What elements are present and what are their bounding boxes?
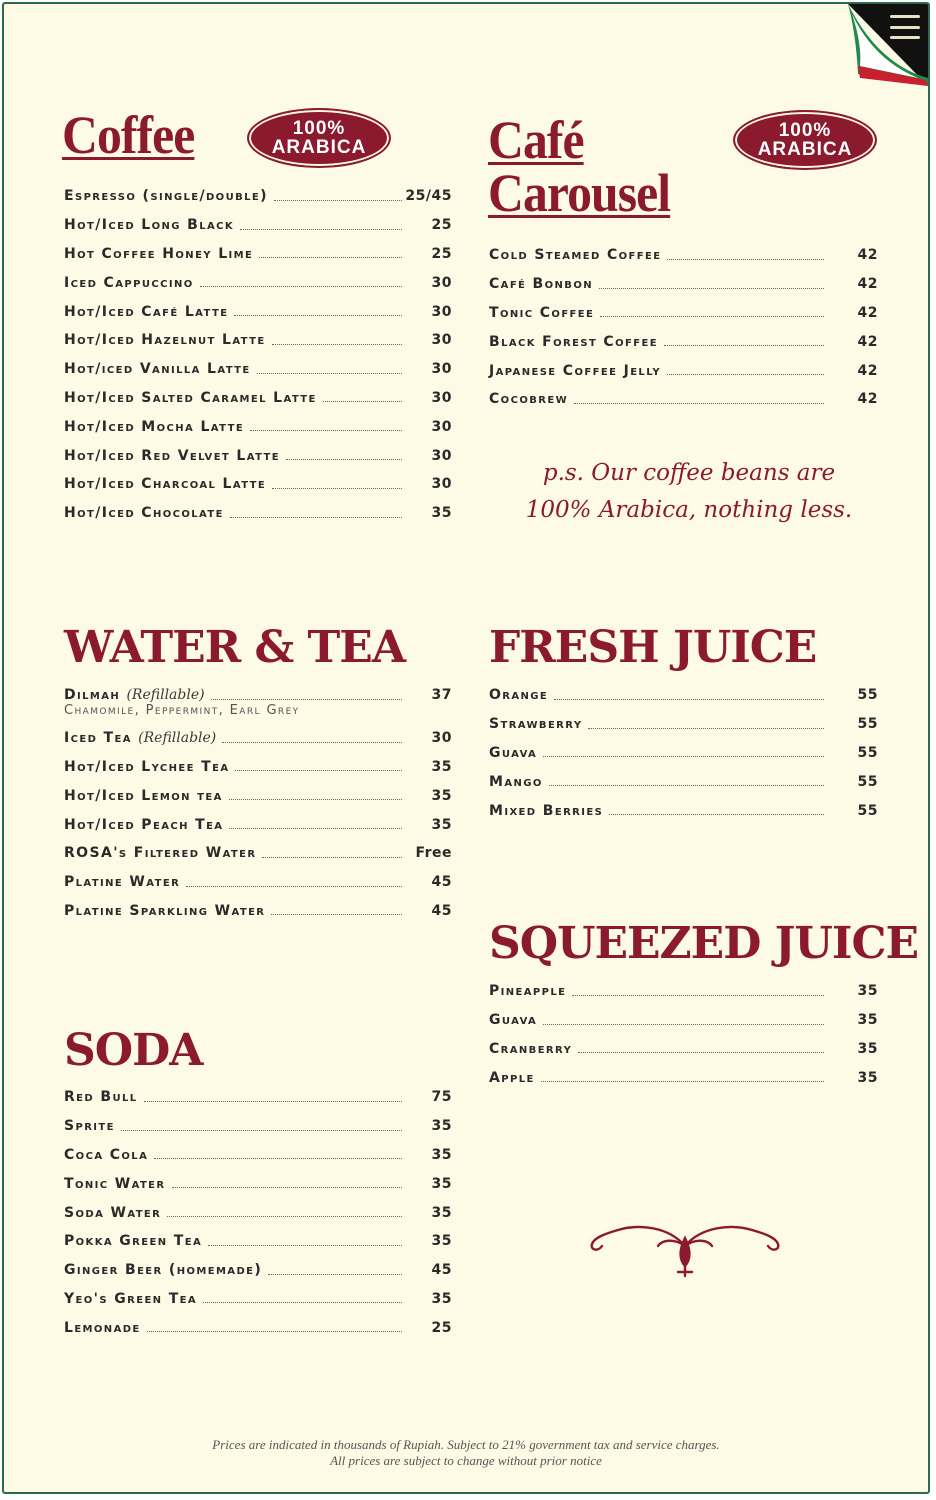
item-price: 25	[431, 245, 452, 262]
list-item	[64, 1198, 452, 1227]
item-price: 30	[431, 418, 452, 435]
leader-dots	[250, 430, 402, 431]
leader-dots	[211, 699, 402, 700]
leader-dots	[272, 488, 402, 489]
leader-dots	[541, 1081, 824, 1082]
item-name: Black Forest Coffee	[489, 333, 658, 350]
item-name: Platine Water	[64, 874, 181, 891]
item-price: 42	[857, 333, 878, 350]
carousel-heading-line2: Carousel	[488, 162, 671, 223]
disclaimer-line1: Prices are indicated in thousands of Rupiah. Subject to 21% government tax and service charges.	[212, 1437, 720, 1452]
item-name: Coca Cola	[64, 1146, 149, 1163]
item-price: 45	[431, 874, 452, 891]
cafe-carousel-heading	[488, 110, 671, 223]
cafe-carousel-list	[489, 241, 878, 414]
list-item	[64, 1112, 452, 1141]
item-price: 55	[857, 802, 878, 819]
item-price: 25/45	[405, 188, 452, 205]
list-item	[64, 470, 452, 499]
item-price: 45	[431, 902, 452, 919]
coffee-list	[64, 182, 452, 528]
item-name: Sprite	[64, 1118, 115, 1135]
item-price: 37	[431, 687, 452, 704]
item-price: Free	[415, 845, 452, 862]
item-price: 35	[431, 1146, 452, 1163]
item-name: Pineapple	[489, 983, 567, 1000]
leader-dots	[259, 257, 402, 258]
leader-dots	[229, 828, 402, 829]
list-item	[64, 781, 452, 810]
list-item	[489, 1006, 878, 1035]
item-name	[64, 687, 211, 703]
list-item	[489, 1035, 878, 1064]
leader-dots	[599, 288, 824, 289]
leader-dots	[147, 1331, 402, 1332]
list-item	[489, 270, 878, 299]
leader-dots	[144, 1101, 402, 1102]
leader-dots	[588, 728, 824, 729]
leader-dots	[186, 886, 402, 887]
soda-section	[64, 1025, 203, 1076]
item-price: 30	[431, 332, 452, 349]
item-name: Yeo's Green Tea	[64, 1290, 198, 1307]
leader-dots	[208, 1245, 402, 1246]
leader-dots	[200, 286, 402, 287]
leader-dots	[543, 756, 824, 757]
leader-dots	[323, 401, 402, 402]
item-name: Guava	[489, 1012, 538, 1029]
list-item	[489, 977, 878, 1006]
price-disclaimer	[4, 1437, 928, 1469]
arabica-note	[524, 455, 854, 529]
item-price: 55	[857, 773, 878, 790]
item-name: Iced Cappuccino	[64, 274, 194, 291]
soda-list	[64, 1083, 452, 1342]
item-name: Platine Sparkling Water	[64, 902, 266, 919]
item-price: 30	[431, 730, 452, 747]
item-price: 30	[431, 447, 452, 464]
item-name: Hot/Iced Peach Tea	[64, 816, 224, 833]
leader-dots	[664, 345, 824, 346]
item-price: 45	[431, 1262, 452, 1279]
list-item	[64, 384, 452, 413]
item-price: 55	[857, 744, 878, 761]
list-item	[64, 355, 452, 384]
leader-dots	[203, 1302, 402, 1303]
leader-dots	[229, 799, 402, 800]
badge-line2: ARABICA	[757, 139, 853, 160]
item-price: 35	[431, 787, 452, 804]
list-item	[64, 211, 452, 240]
menu-page	[2, 2, 930, 1494]
list-item	[64, 1083, 452, 1112]
cafe-carousel-section	[488, 110, 686, 223]
list-item	[64, 810, 452, 839]
water-tea-heading: WATER & TEA	[64, 622, 405, 673]
squeezed-juice-section	[489, 918, 919, 969]
list-item	[489, 681, 878, 710]
item-price: 35	[431, 1290, 452, 1307]
leader-dots	[272, 344, 402, 345]
list-item	[64, 412, 452, 441]
leader-dots	[234, 315, 402, 316]
disclaimer-line2: All prices are subject to change without prior notice	[330, 1453, 602, 1468]
leader-dots	[543, 1024, 824, 1025]
water-tea-section	[64, 622, 405, 673]
leader-dots	[257, 373, 402, 374]
item-name: Café Bonbon	[489, 276, 593, 293]
item-name: Japanese Coffee Jelly	[489, 362, 662, 379]
item-name: Cranberry	[489, 1040, 573, 1057]
badge-line1: 100%	[292, 118, 346, 139]
item-name: Lemonade	[64, 1319, 141, 1336]
list-item	[64, 1141, 452, 1170]
list-item	[64, 1256, 452, 1285]
item-name: Hot/Iced Lychee Tea	[64, 758, 230, 775]
list-item	[64, 326, 452, 355]
leader-dots	[222, 742, 402, 743]
leader-dots	[235, 770, 402, 771]
item-name: Hot/Iced Charcoal Latte	[64, 476, 267, 493]
item-name: Cocobrew	[489, 391, 568, 408]
list-item	[489, 767, 878, 796]
leader-dots	[667, 259, 824, 260]
item-price: 30	[431, 303, 452, 320]
list-item	[489, 299, 878, 328]
leader-dots	[572, 995, 824, 996]
item-name: Espresso (single/double)	[64, 188, 268, 205]
item-price: 42	[857, 391, 878, 408]
item-name: Red Bull	[64, 1089, 138, 1106]
item-name: ROSA's Filtered Water	[64, 845, 257, 862]
item-name: Soda Water	[64, 1204, 162, 1221]
item-name: Hot/Iced Lemon tea	[64, 787, 223, 804]
badge-line2: ARABICA	[271, 137, 367, 158]
leader-dots	[154, 1158, 402, 1159]
arabica-badge	[247, 108, 391, 168]
leader-dots	[271, 914, 402, 915]
item-name: Hot/Iced Mocha Latte	[64, 418, 245, 435]
item-price: 35	[431, 1204, 452, 1221]
water-tea-list	[64, 681, 452, 925]
list-item	[64, 268, 452, 297]
squeezed-juice-heading: SQUEEZED JUICE	[489, 918, 919, 969]
list-item	[64, 724, 452, 753]
item-price: 42	[857, 247, 878, 264]
item-name	[64, 730, 222, 746]
item-name: Orange	[489, 687, 549, 704]
item-name: Apple	[489, 1069, 535, 1086]
leader-dots	[549, 785, 824, 786]
item-name: Hot/Iced Salted Caramel Latte	[64, 389, 317, 406]
item-name: Hot/Iced Café Latte	[64, 303, 229, 320]
list-item	[64, 297, 452, 326]
list-item	[64, 753, 452, 782]
item-price: 42	[857, 276, 878, 293]
item-price: 35	[857, 1069, 878, 1086]
item-name: Mango	[489, 773, 543, 790]
item-name: Strawberry	[489, 716, 583, 733]
refillable-note: (Refillable)	[126, 687, 205, 704]
fresh-juice-list	[489, 681, 878, 825]
list-item	[64, 499, 452, 528]
leader-dots	[574, 403, 824, 404]
list-item	[489, 1063, 878, 1092]
item-price: 55	[857, 716, 878, 733]
item-price: 35	[431, 505, 452, 522]
list-item	[64, 1285, 452, 1314]
refillable-note: (Refillable)	[138, 730, 217, 747]
leader-dots	[240, 229, 402, 230]
leader-dots	[600, 316, 824, 317]
list-item	[489, 356, 878, 385]
arabica-note-line1: p.s. Our coffee beans are	[542, 460, 836, 486]
item-name: Mixed Berries	[489, 802, 604, 819]
list-item	[64, 868, 452, 897]
leader-dots	[262, 857, 402, 858]
list-item	[489, 796, 878, 825]
item-price: 35	[431, 1118, 452, 1135]
leader-dots	[268, 1274, 402, 1275]
dilmah-name: Dilmah	[64, 687, 121, 704]
item-price: 55	[857, 687, 878, 704]
leader-dots	[609, 814, 824, 815]
item-price: 35	[431, 816, 452, 833]
item-name: Cold Steamed Coffee	[489, 247, 662, 264]
list-item	[64, 182, 452, 211]
list-item	[64, 681, 452, 710]
item-price: 25	[431, 217, 452, 234]
list-item	[64, 839, 452, 868]
item-price: 35	[431, 758, 452, 775]
item-price: 42	[857, 304, 878, 321]
soda-heading: SODA	[64, 1025, 203, 1076]
item-price: 35	[431, 1175, 452, 1192]
badge-line1: 100%	[778, 120, 832, 141]
item-name: Hot/iced Vanilla Latte	[64, 361, 251, 378]
leader-dots	[274, 200, 402, 201]
item-name: Hot/Iced Chocolate	[64, 505, 224, 522]
leader-dots	[230, 517, 402, 518]
arabica-badge-carousel	[733, 110, 877, 170]
carousel-heading-line1: Café	[488, 110, 584, 170]
list-item	[64, 240, 452, 269]
list-item	[64, 897, 452, 926]
ornament-flourish-icon	[588, 1218, 782, 1280]
item-name: Guava	[489, 744, 538, 761]
item-price: 35	[857, 1040, 878, 1057]
hamburger-menu-icon[interactable]	[888, 12, 922, 42]
list-item	[64, 1169, 452, 1198]
list-item	[489, 327, 878, 356]
item-price: 25	[431, 1319, 452, 1336]
list-item	[489, 739, 878, 768]
iced-tea-name: Iced Tea	[64, 730, 132, 747]
item-name: Hot/Iced Red Velvet Latte	[64, 447, 281, 464]
leader-dots	[554, 699, 824, 700]
item-name: Pokka Green Tea	[64, 1233, 203, 1250]
item-name: Hot/Iced Hazelnut Latte	[64, 332, 266, 349]
item-price: 35	[431, 1233, 452, 1250]
item-name: Ginger Beer (homemade)	[64, 1262, 263, 1279]
item-name: Hot/Iced Long Black	[64, 217, 235, 234]
item-price: 75	[431, 1089, 452, 1106]
list-item	[489, 710, 878, 739]
fresh-juice-section	[489, 622, 817, 673]
fresh-juice-heading: FRESH JUICE	[489, 622, 817, 673]
dilmah-flavors: Chamomile, Peppermint, Earl Grey	[64, 702, 300, 718]
leader-dots	[172, 1187, 402, 1188]
list-item	[489, 385, 878, 414]
leader-dots	[578, 1052, 824, 1053]
list-item	[64, 1313, 452, 1342]
item-price: 35	[857, 1012, 878, 1029]
leader-dots	[167, 1216, 402, 1217]
list-item	[64, 441, 452, 470]
leader-dots	[667, 374, 824, 375]
leader-dots	[286, 459, 402, 460]
coffee-section	[62, 105, 206, 165]
item-name: Tonic Water	[64, 1175, 166, 1192]
arabica-note-line2: 100% Arabica, nothing less.	[525, 497, 853, 523]
leader-dots	[121, 1130, 402, 1131]
item-price: 35	[857, 983, 878, 1000]
item-price: 30	[431, 389, 452, 406]
item-price: 30	[431, 476, 452, 493]
item-price: 42	[857, 362, 878, 379]
item-price: 30	[431, 274, 452, 291]
squeezed-juice-list	[489, 977, 878, 1092]
item-price: 30	[431, 361, 452, 378]
list-item	[64, 1227, 452, 1256]
item-name: Hot Coffee Honey Lime	[64, 245, 254, 262]
coffee-heading: Coffee	[62, 105, 195, 165]
list-item	[489, 241, 878, 270]
item-name: Tonic Coffee	[489, 304, 595, 321]
